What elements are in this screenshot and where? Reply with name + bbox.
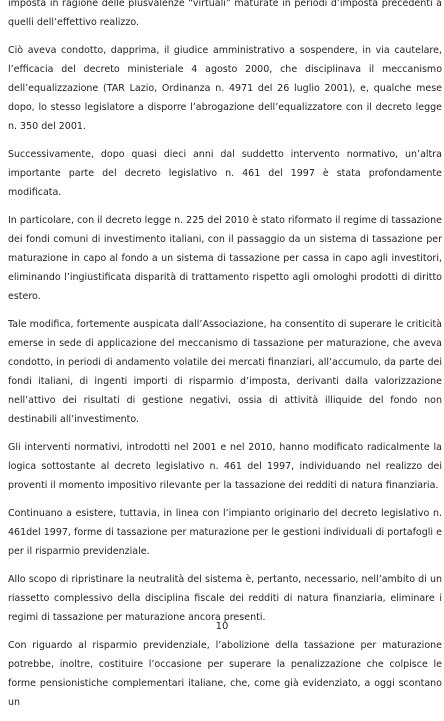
paragraph-7: Continuano a esistere, tuttavia, in linea con l’impianto originario del decreto legislativo n. 461del 1997, forme di tassazione per maturazione per le gestioni individuali di portafogli e per il risparmio previdenziale. — [8, 508, 442, 557]
paragraph-2: Ciò aveva condotto, dapprima, il giudice amministrativo a sospendere, in via cautelare, l’efficacia del decreto ministeriale 4 agosto 2000, che disciplinava il meccanismo dell’equalizzazione (TAR Lazio, Ordinanza n. 4971 del 26 luglio 2001), e, qualche mese dopo, lo stesso legislatore a disporre l’abrogazione dell’equalizzatore con il decreto legge n. 350 del 2001. — [8, 45, 442, 132]
paragraph-4: In particolare, con il decreto legge n. 225 del 2010 è stato riformato il regime di tassazione dei fondi comuni di investimento italiani, con il passaggio da un sistema di tassazione per maturazione in capo al fondo a un sistema di tassazione per cassa in capo agli investitori, eliminando l’ingiustificata disparità di trattamento rispetto agli omologhi prodotti di diritto estero. — [8, 215, 442, 302]
document-body — [8, 0, 442, 721]
paragraph-3: Successivamente, dopo quasi dieci anni dal suddetto intervento normativo, un’altra importante parte del decreto legislativo n. 461 del 1997 è stata profondamente modificata. — [8, 149, 442, 198]
paragraph-5: Tale modifica, fortemente auspicata dall’Associazione, ha consentito di superare le criticità emerse in sede di applicazione del meccanismo di tassazione per maturazione, che aveva condotto, in periodi di andamento volatile dei mercati finanziari, all’accumulo, da parte dei fondi italiani, di ingenti importi di risparmio d’imposta, derivanti dalla valorizzazione nell’attivo dei risultati di gestione negativi, ossia di attività illiquide del fondo non destinabili all’investimento. — [8, 319, 442, 425]
paragraph-1: imposta in ragione delle plusvalenze “virtuali” maturate in periodi d’imposta precedenti a quelli dell’effettivo realizzo. — [8, 0, 442, 28]
paragraph-9: Con riguardo al risparmio previdenziale, l’abolizione della tassazione per maturazione potrebbe, inoltre, costituire l’occasione per superare la penalizzazione che colpisce le forme pensionistiche complementari italiane, che, come già evidenziato, a oggi scontano un — [8, 640, 442, 708]
page-number: 10 — [215, 621, 229, 632]
paragraph-6: Gli interventi normativi, introdotti nel 2001 e nel 2010, hanno modificato radicalmente la logica sottostante al decreto legislativo n. 461 del 1997, individuando nel realizzo dei proventi il momento impositivo rilevante per la tassazione dei redditi di natura finanziaria. — [8, 442, 442, 491]
paragraph-8: Allo scopo di ripristinare la neutralità del sistema è, pertanto, necessario, nell’ambito di un riassetto complessivo della disciplina fiscale dei redditi di natura finanziaria, eliminare i regimi di tassazione per maturazione ancora presenti. — [8, 574, 442, 623]
